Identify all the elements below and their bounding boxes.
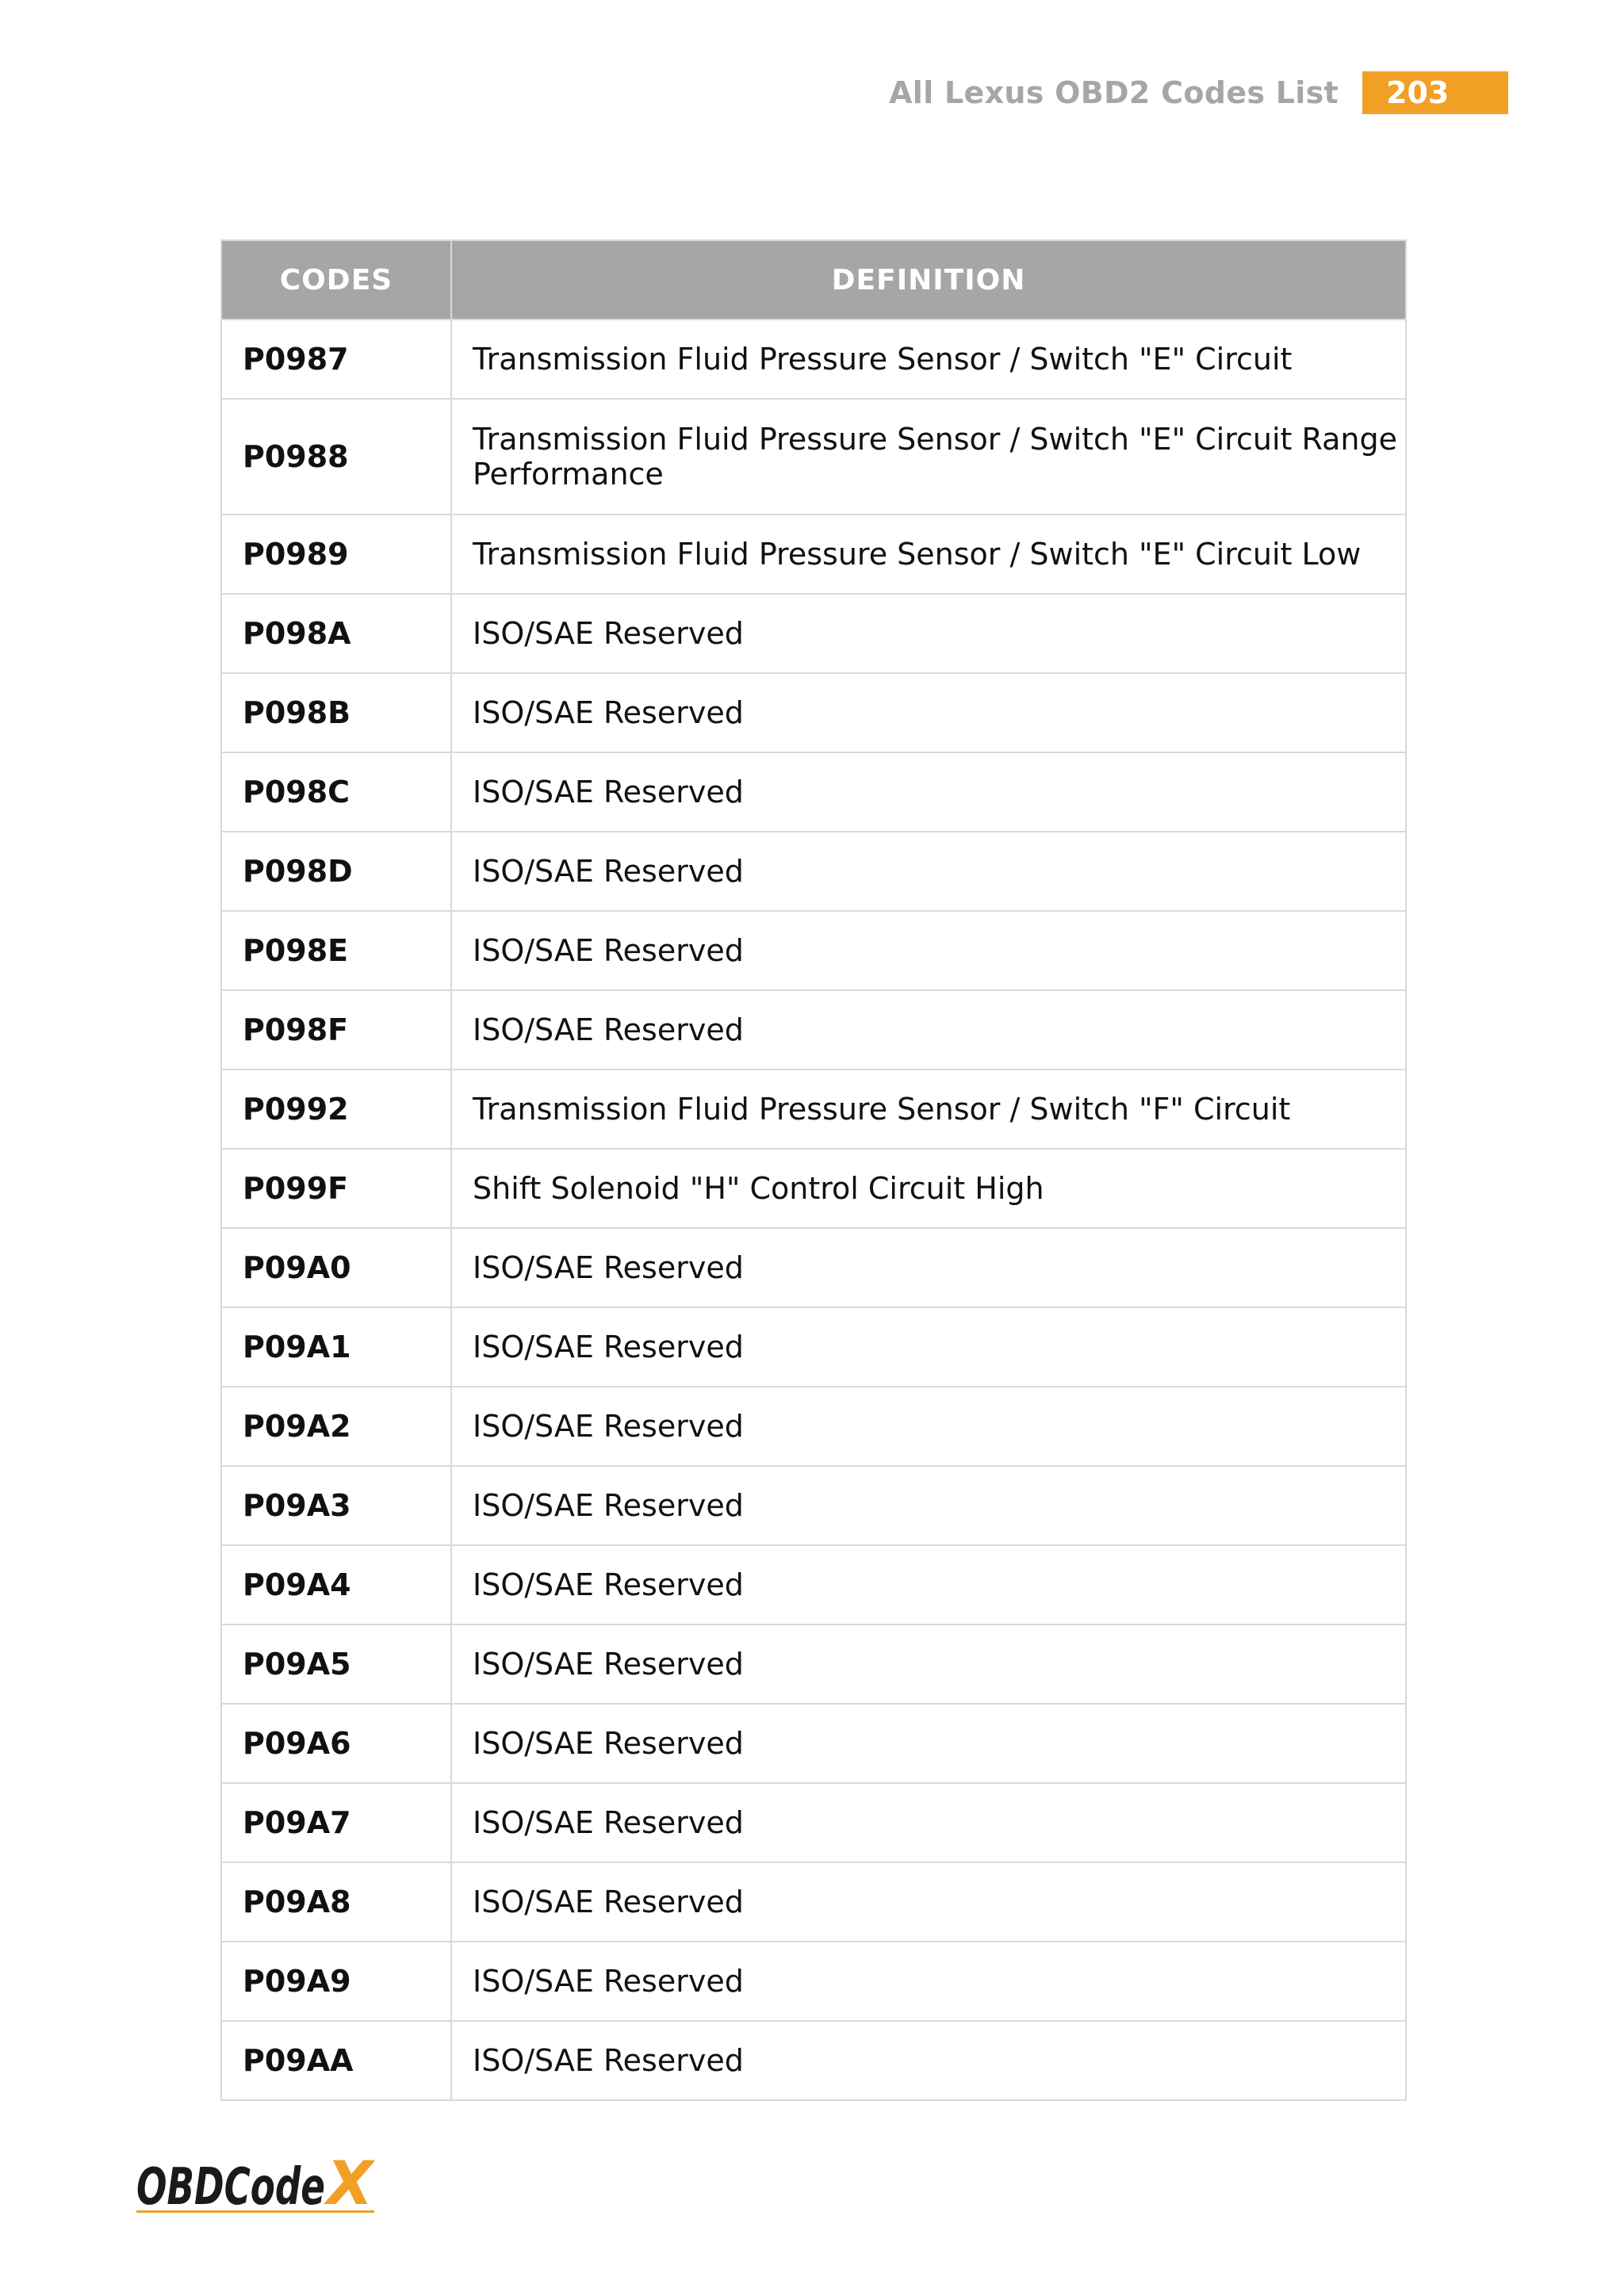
- code-cell: P098C: [221, 752, 451, 832]
- table-row: [221, 1624, 1406, 1704]
- code-cell: P09A2: [221, 1387, 451, 1466]
- table-row: [221, 1228, 1406, 1307]
- code-cell: P09A6: [221, 1704, 451, 1783]
- logo-x-mark: X: [327, 2150, 373, 2217]
- code-cell: P09A8: [221, 1862, 451, 1942]
- definition-cell: ISO/SAE Reserved: [451, 990, 1406, 1070]
- table-row: [221, 1466, 1406, 1545]
- code-cell: P09A0: [221, 1228, 451, 1307]
- table-row: [221, 832, 1406, 911]
- table-row: [221, 911, 1406, 990]
- code-cell: P0992: [221, 1070, 451, 1149]
- obdcodex-logo: [136, 2150, 374, 2217]
- definition-cell: ISO/SAE Reserved: [451, 2021, 1406, 2100]
- code-cell: P09A5: [221, 1624, 451, 1704]
- column-header-definition: DEFINITION: [451, 240, 1406, 320]
- table-row: [221, 1070, 1406, 1149]
- table-row: [221, 1545, 1406, 1624]
- table-row: [221, 1783, 1406, 1862]
- code-cell: P0987: [221, 320, 451, 399]
- table-row: [221, 673, 1406, 752]
- table-row: [221, 2021, 1406, 2100]
- code-cell: P09AA: [221, 2021, 451, 2100]
- logo-wordmark: OBDCode: [136, 2158, 325, 2217]
- code-cell: P098E: [221, 911, 451, 990]
- definition-cell: Transmission Fluid Pressure Sensor / Switch "E" Circuit Range Performance: [451, 399, 1406, 515]
- table-row: [221, 1149, 1406, 1228]
- definition-cell: ISO/SAE Reserved: [451, 1466, 1406, 1545]
- definition-cell: ISO/SAE Reserved: [451, 1862, 1406, 1942]
- table-row: [221, 752, 1406, 832]
- obd-codes-table: [220, 239, 1407, 2101]
- document-title: All Lexus OBD2 Codes List: [889, 75, 1339, 110]
- definition-cell: ISO/SAE Reserved: [451, 1942, 1406, 2021]
- definition-cell: ISO/SAE Reserved: [451, 1387, 1406, 1466]
- definition-cell: ISO/SAE Reserved: [451, 911, 1406, 990]
- definition-cell: ISO/SAE Reserved: [451, 1704, 1406, 1783]
- table-row: [221, 399, 1406, 515]
- definition-cell: Transmission Fluid Pressure Sensor / Switch "E" Circuit: [451, 320, 1406, 399]
- code-cell: P09A7: [221, 1783, 451, 1862]
- definition-cell: ISO/SAE Reserved: [451, 1783, 1406, 1862]
- definition-cell: ISO/SAE Reserved: [451, 594, 1406, 673]
- definition-cell: ISO/SAE Reserved: [451, 1624, 1406, 1704]
- code-cell: P098F: [221, 990, 451, 1070]
- table-header-row: [221, 240, 1406, 320]
- code-cell: P098A: [221, 594, 451, 673]
- table-row: [221, 1387, 1406, 1466]
- code-cell: P098D: [221, 832, 451, 911]
- table-row: [221, 1704, 1406, 1783]
- column-header-codes: CODES: [221, 240, 451, 320]
- definition-cell: ISO/SAE Reserved: [451, 1545, 1406, 1624]
- code-cell: P098B: [221, 673, 451, 752]
- code-cell: P09A9: [221, 1942, 451, 2021]
- code-cell: P09A4: [221, 1545, 451, 1624]
- page-number-badge: 203: [1362, 71, 1508, 114]
- table-row: [221, 515, 1406, 594]
- table-row: [221, 1942, 1406, 2021]
- table-row: [221, 320, 1406, 399]
- code-cell: P0988: [221, 399, 451, 515]
- definition-cell: ISO/SAE Reserved: [451, 673, 1406, 752]
- page-header: [889, 71, 1508, 114]
- table-row: [221, 1862, 1406, 1942]
- definition-cell: ISO/SAE Reserved: [451, 752, 1406, 832]
- definition-cell: ISO/SAE Reserved: [451, 832, 1406, 911]
- table-row: [221, 990, 1406, 1070]
- definition-cell: ISO/SAE Reserved: [451, 1307, 1406, 1387]
- code-cell: P0989: [221, 515, 451, 594]
- code-cell: P099F: [221, 1149, 451, 1228]
- definition-cell: Transmission Fluid Pressure Sensor / Switch "F" Circuit: [451, 1070, 1406, 1149]
- table-row: [221, 1307, 1406, 1387]
- definition-cell: Transmission Fluid Pressure Sensor / Switch "E" Circuit Low: [451, 515, 1406, 594]
- table-row: [221, 594, 1406, 673]
- code-cell: P09A1: [221, 1307, 451, 1387]
- definition-cell: ISO/SAE Reserved: [451, 1228, 1406, 1307]
- definition-cell: Shift Solenoid "H" Control Circuit High: [451, 1149, 1406, 1228]
- code-cell: P09A3: [221, 1466, 451, 1545]
